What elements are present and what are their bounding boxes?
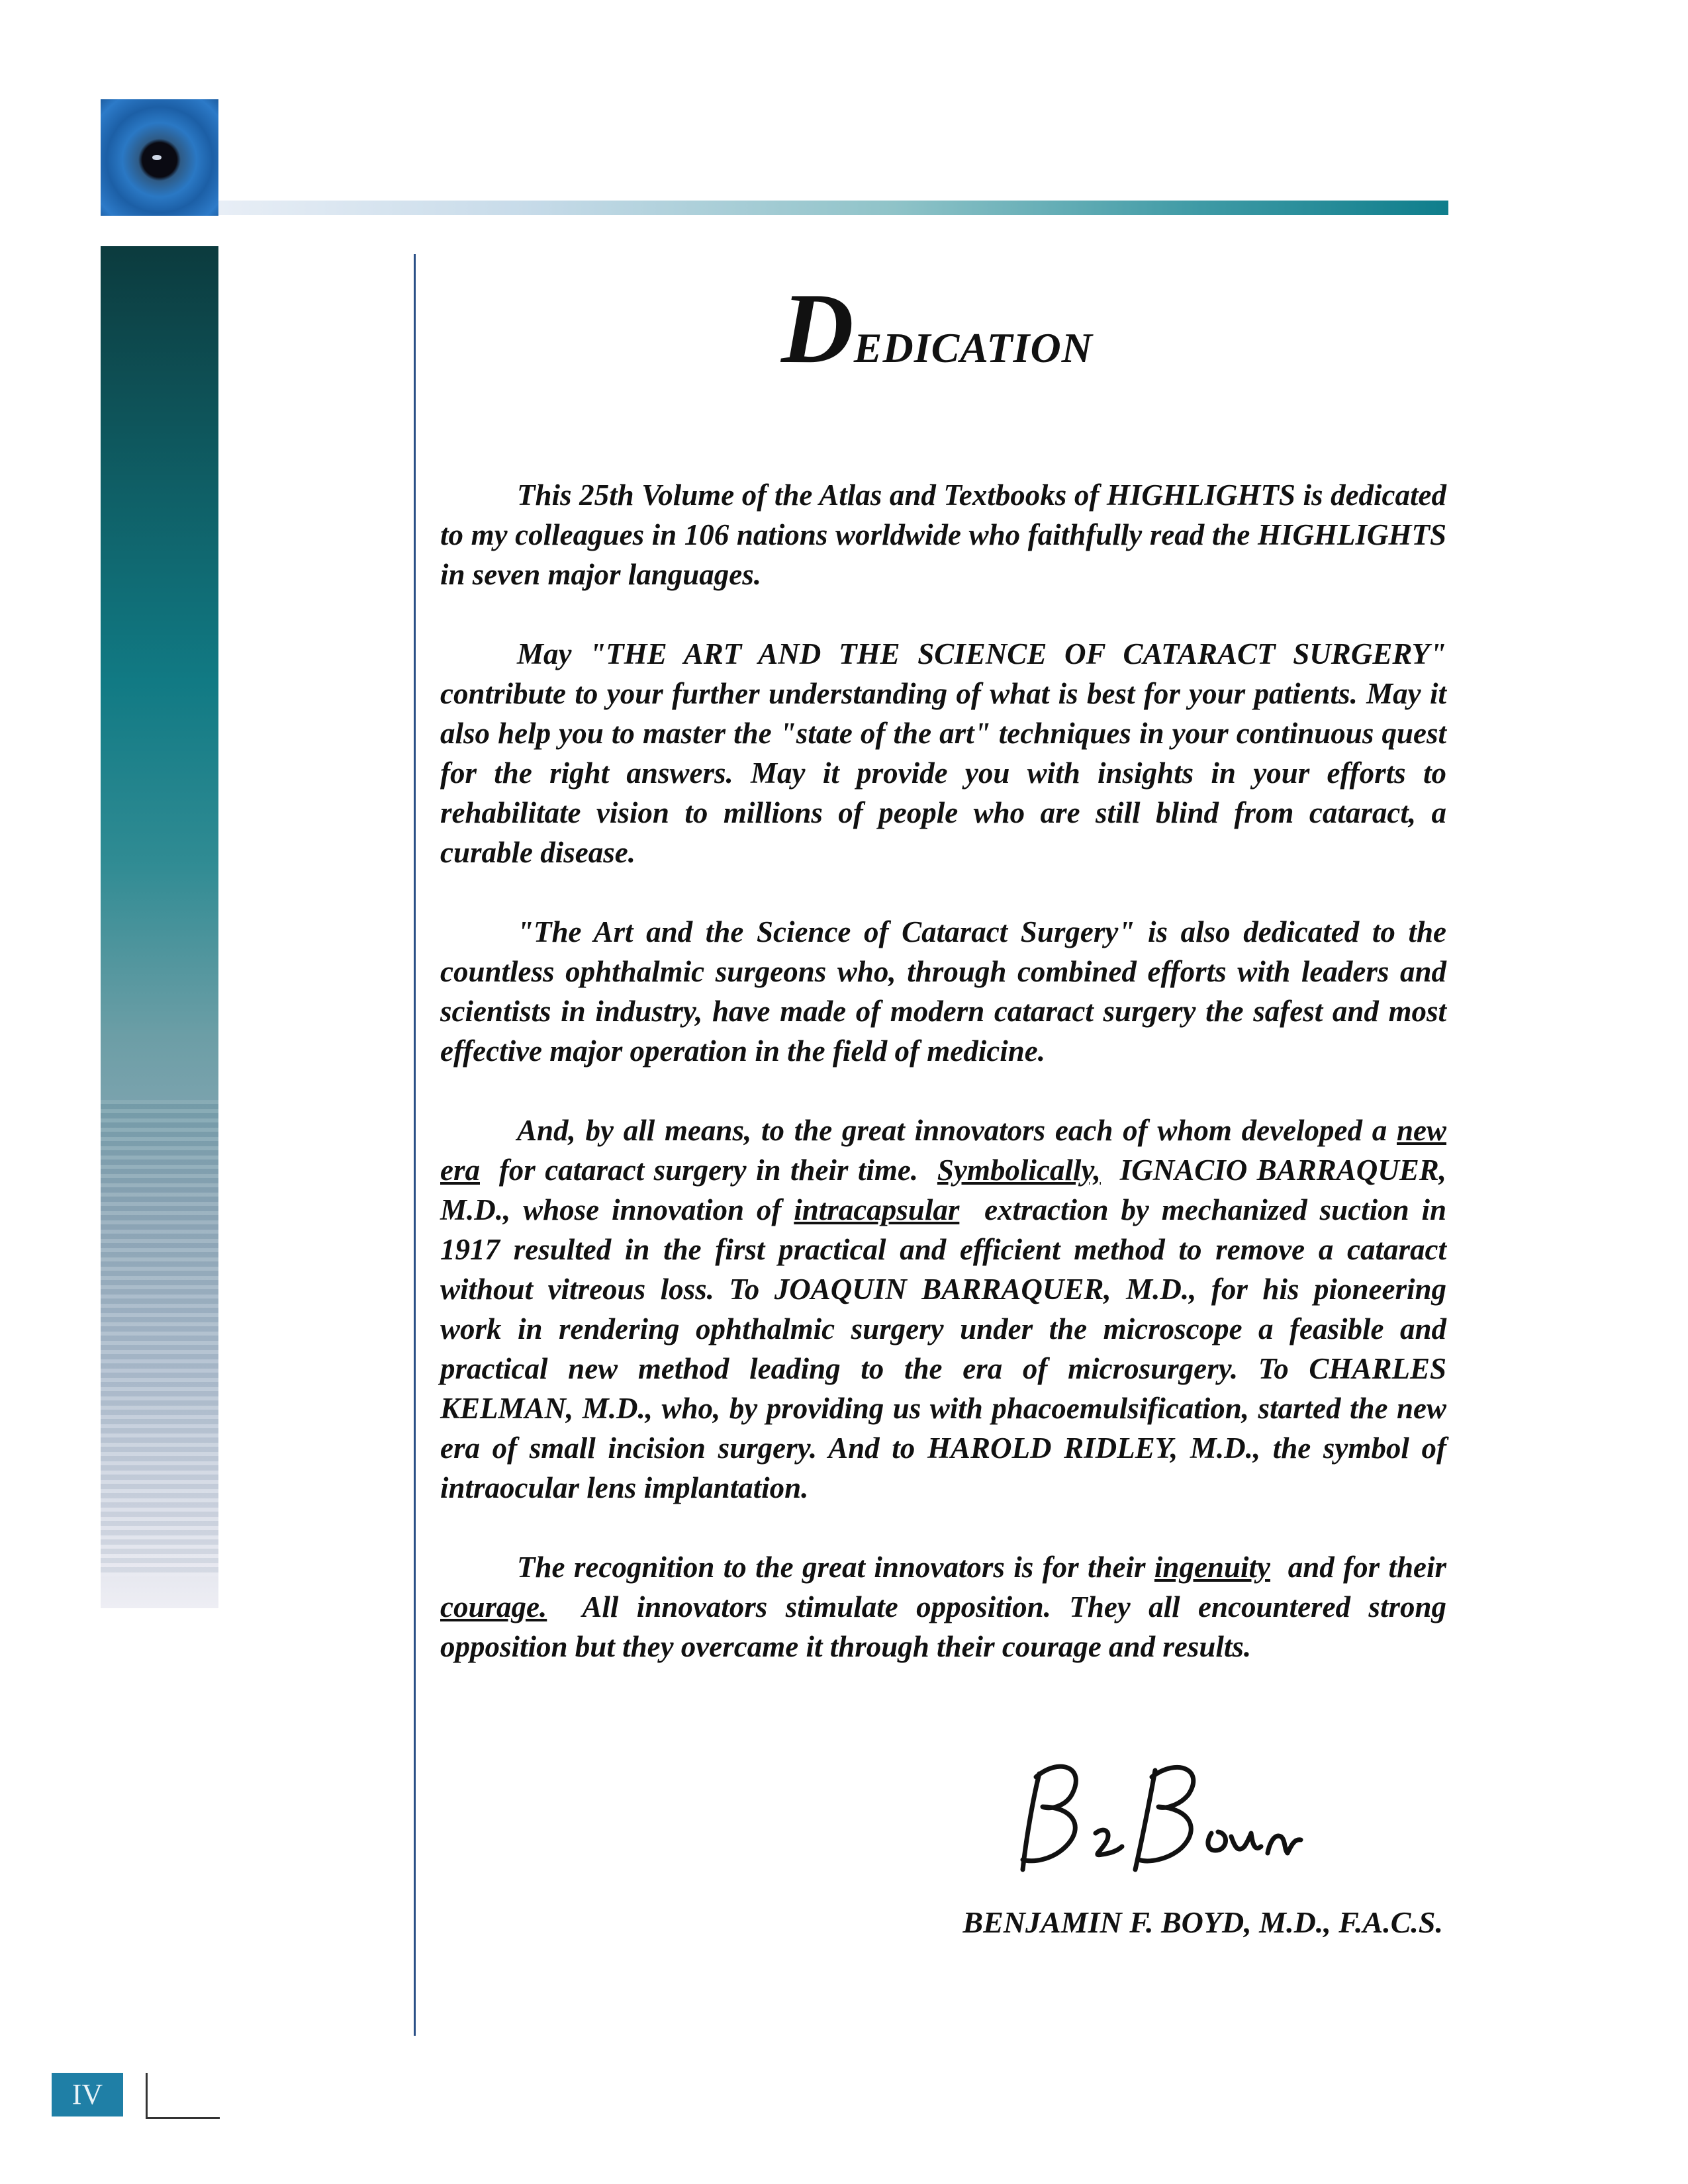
- p4-underline-new-era: new era: [440, 1114, 1446, 1187]
- paragraph-2: May "THE ART AND THE SCIENCE OF CATARACT SURGERY" contribute to your further understanding of what is best for your patients. May it also help you to master the "state of the art" techniques in your continuous quest for the right answers. May it provide you with insights in your efforts to rehabilitate vision to millions of people who are still blind from cataract, a curable disease.: [440, 637, 1446, 869]
- page-number: IV: [52, 2073, 123, 2116]
- eye-glint: [152, 155, 162, 160]
- p4-underline-intracapsular: intracapsular: [794, 1193, 960, 1226]
- p4-text-d: extraction by mechanized suction in 1917 resulted in the first practical and efficient method to remove a cataract without vitreous loss. To JOAQUIN BARRAQUER, M.D., for his pioneering work in rendering ophthalmic surgery under the microscope a feasible and practical new method leading to the era of microsurgery. To CHARLES KELMAN, M.D., who, by providing us with phacoemulsification, started the new era of small incision surgery. And to HAROLD RIDLEY, M.D., the symbol of intraocular lens implantation.: [440, 1193, 1447, 1504]
- p5-underline-courage: courage.: [440, 1590, 547, 1623]
- paragraph-4: [440, 1111, 1446, 1508]
- p5-text-c: All innovators stimulate opposition. They all encountered strong opposition but they overcame it through their courage and results.: [440, 1590, 1446, 1663]
- title-rest: EDICATION: [853, 324, 1093, 371]
- sidebar-wave-texture: [101, 1100, 218, 1576]
- page-corner-rule-vertical: [146, 2073, 148, 2119]
- p4-text-b: for cataract surgery in their time.: [498, 1154, 919, 1187]
- dedication-body: [440, 475, 1446, 1706]
- p4-underline-symbolically: Symbolically,: [937, 1154, 1101, 1187]
- eye-photo: [101, 99, 218, 216]
- page-corner-rule-horizontal: [146, 2117, 220, 2119]
- handwritten-signature: [1013, 1754, 1311, 1880]
- paragraph-1: This 25th Volume of the Atlas and Textbooks of HIGHLIGHTS is dedicated to my colleagues in 106 nations worldwide who faithfully read the HIGHLIGHTS in seven major languages.: [440, 478, 1446, 591]
- p5-text-b: and for their: [1288, 1551, 1447, 1584]
- title-initial: D: [781, 273, 854, 384]
- page-title: [781, 273, 1093, 384]
- paragraph-5: [440, 1547, 1446, 1666]
- p4-text-c: IGNACIO BARRAQUER, M.D., whose innovation of: [440, 1154, 1447, 1226]
- sidebar-gradient-bar: [101, 246, 218, 1608]
- vertical-rule: [414, 254, 416, 2036]
- p5-text-a: The recognition to the great innovators is for their: [517, 1551, 1146, 1584]
- p4-text-a: And, by all means, to the great innovators each of whom developed a: [517, 1114, 1387, 1147]
- header-gradient-rule: [218, 201, 1448, 215]
- signer-name: BENJAMIN F. BOYD, M.D., F.A.C.S.: [962, 1905, 1443, 1939]
- paragraph-3: "The Art and the Science of Cataract Surgery" is also dedicated to the countless ophthalmic surgeons who, through combined efforts with leaders and scientists in industry, have made of modern cataract surgery the safest and most effective major operation in the field of medicine.: [440, 915, 1446, 1068]
- p5-underline-ingenuity: ingenuity: [1154, 1551, 1270, 1584]
